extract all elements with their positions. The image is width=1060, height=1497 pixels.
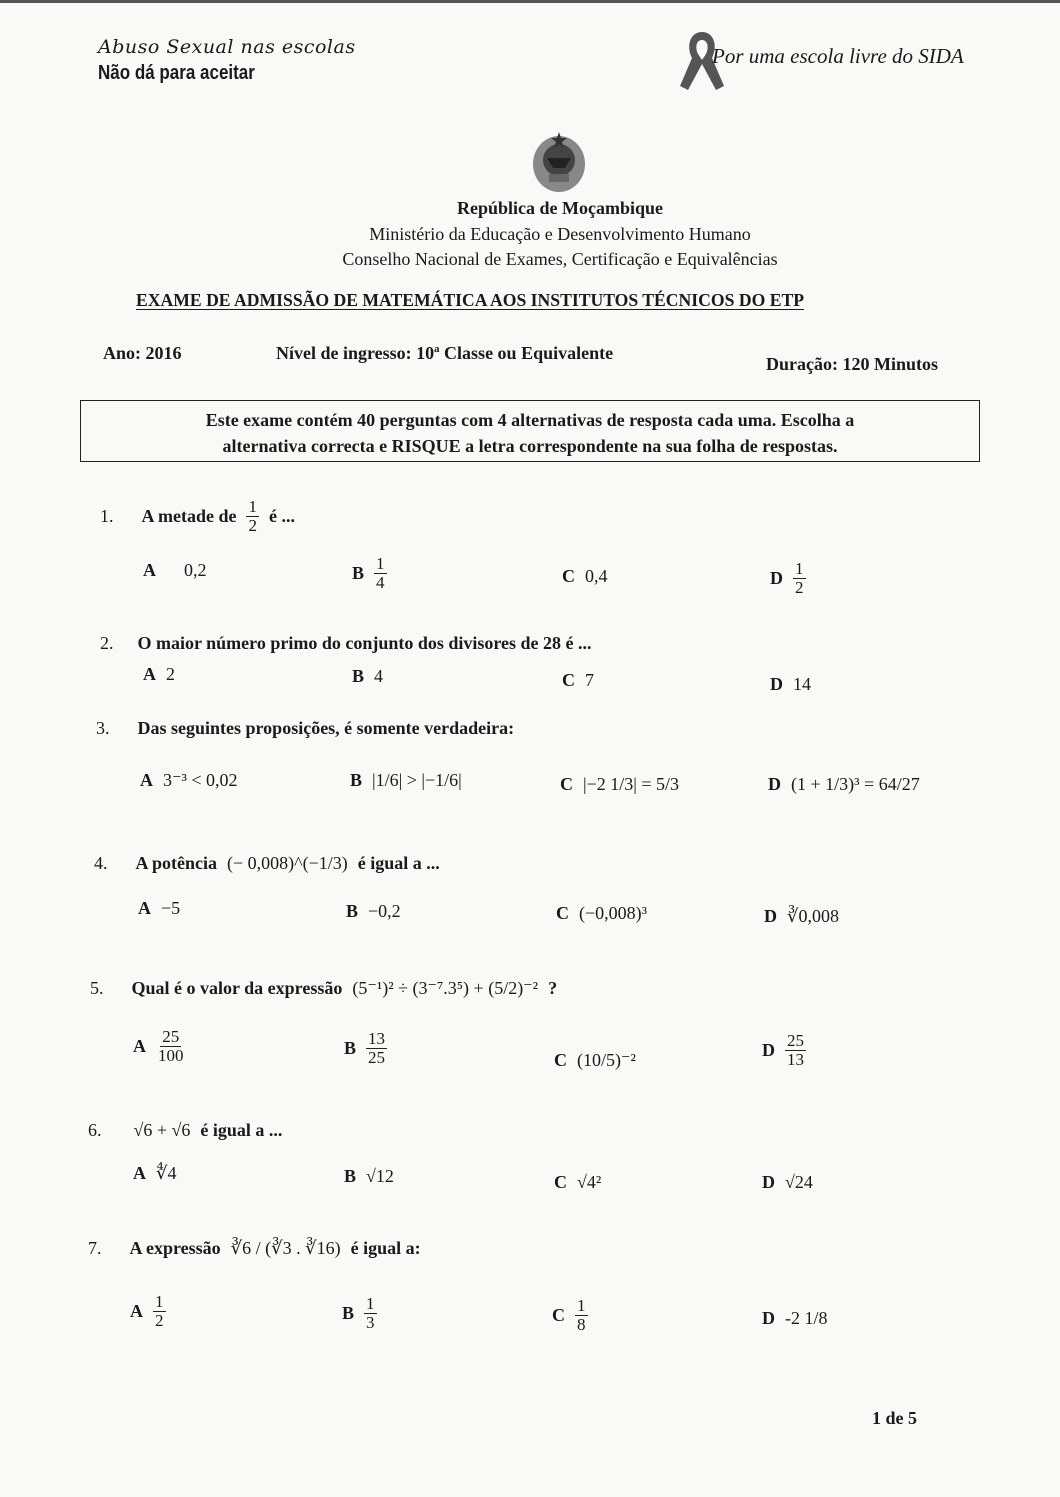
option-letter: C <box>562 566 575 586</box>
question-number: 5. <box>90 978 104 998</box>
option-letter: C <box>552 1304 565 1325</box>
option-fraction: $\frac{1}{8}$ <box>577 1296 586 1334</box>
option-6a[interactable] <box>133 1163 176 1184</box>
option-letter: A <box>138 898 151 918</box>
option-value: 14 <box>793 674 811 694</box>
option-letter: C <box>556 903 569 923</box>
fraction: $\frac{1}{2}$ <box>248 497 257 535</box>
question-expression: √6 + √6 <box>133 1120 191 1140</box>
question-number: 1. <box>100 505 114 526</box>
option-value: 0,4 <box>585 566 608 586</box>
question-number: 6. <box>88 1120 102 1140</box>
question-1 <box>100 498 295 535</box>
question-3 <box>96 718 514 739</box>
option-letter: C <box>554 1050 567 1070</box>
country-name: República de Moçambique <box>456 198 663 218</box>
question-text-end: é igual a ... <box>200 1120 283 1140</box>
option-letter: A <box>140 770 153 790</box>
option-1a[interactable] <box>143 560 207 581</box>
option-letter: B <box>352 666 365 686</box>
option-value: (10/5)⁻² <box>577 1050 636 1070</box>
option-value: (−0,008)³ <box>579 903 648 923</box>
scan-top-edge <box>0 0 1060 3</box>
option-letter: B <box>342 1302 355 1323</box>
option-6d[interactable] <box>762 1172 813 1193</box>
option-5c[interactable] <box>554 1050 636 1071</box>
option-value: 7 <box>585 670 594 690</box>
question-7 <box>88 1238 421 1259</box>
option-1b[interactable] <box>352 555 387 592</box>
option-value: -2 1/8 <box>785 1308 828 1328</box>
option-letter: C <box>562 670 575 690</box>
option-1d[interactable] <box>770 560 806 597</box>
option-letter: B <box>346 901 359 921</box>
page-number: 1 de 5 <box>872 1408 917 1428</box>
entry-level: Nível de ingresso: 10ª Classe ou Equivalente <box>276 343 614 363</box>
option-letter: D <box>762 1039 775 1060</box>
option-letter: D <box>770 567 783 588</box>
question-2 <box>100 633 592 654</box>
question-text: Qual é o valor da expressão <box>131 978 343 998</box>
option-value: ∜4 <box>156 1163 177 1183</box>
question-6 <box>88 1120 282 1141</box>
question-number: 2. <box>100 633 114 653</box>
instructions-line-2: alternativa correcta e RISQUE a letra correspondente na sua folha de respostas. <box>222 436 838 456</box>
option-letter: A <box>143 664 156 684</box>
option-2b[interactable] <box>352 666 383 687</box>
option-value: 4 <box>374 666 384 686</box>
instructions-line-1: Este exame contém 40 perguntas com 4 alternativas de resposta cada uma. Escolha a <box>205 410 855 430</box>
question-text-end: é igual a ... <box>357 853 440 873</box>
option-letter: B <box>350 770 363 790</box>
option-letter: B <box>344 1166 357 1186</box>
option-fraction: $\frac{13}{25}$ <box>368 1029 386 1067</box>
question-number: 4. <box>94 853 108 873</box>
option-2d[interactable] <box>770 674 811 695</box>
exam-title: EXAME DE ADMISSÃO DE MATEMÁTICA AOS INSTITUTOS TÉCNICOS DO ETP <box>136 290 805 310</box>
option-6b[interactable] <box>344 1166 394 1187</box>
option-letter: A <box>130 1300 143 1321</box>
option-value: −5 <box>161 898 181 918</box>
option-4d[interactable] <box>764 906 839 927</box>
option-3c[interactable] <box>560 774 679 795</box>
option-1c[interactable] <box>562 566 608 587</box>
option-7c[interactable] <box>552 1297 588 1334</box>
option-7a[interactable] <box>130 1293 166 1330</box>
question-number: 7. <box>88 1238 102 1258</box>
option-3b[interactable] <box>350 770 462 791</box>
option-4b[interactable] <box>346 901 401 922</box>
instructions-box <box>80 400 980 462</box>
option-value: |−2 1/3| = 5/3 <box>583 774 680 794</box>
option-2c[interactable] <box>562 670 594 691</box>
ministry-name: Ministério da Educação e Desenvolvimento Humano <box>369 224 751 244</box>
question-expression: ∛6 / (∛3 . ∛16) <box>230 1238 341 1258</box>
option-letter: B <box>344 1037 357 1058</box>
option-fraction: $\frac{1}{4}$ <box>376 554 385 592</box>
question-text: O maior número primo do conjunto dos divisores de 28 é ... <box>137 633 592 653</box>
option-letter: D <box>764 906 777 926</box>
option-7d[interactable] <box>762 1308 828 1329</box>
option-6c[interactable] <box>554 1172 601 1193</box>
question-number: 3. <box>96 718 110 738</box>
council-name: Conselho Nacional de Exames, Certificação e Equivalências <box>342 249 778 269</box>
option-letter: D <box>770 674 783 694</box>
option-value: 3⁻³ < 0,02 <box>163 770 238 790</box>
option-value: 0,2 <box>184 560 207 580</box>
option-letter: D <box>762 1308 775 1328</box>
question-text-end: é ... <box>268 505 295 526</box>
option-value: ∛0,008 <box>787 906 839 926</box>
national-emblem-icon <box>527 128 591 198</box>
question-text: A metade de <box>141 505 237 526</box>
question-text-end: é igual a: <box>350 1238 421 1258</box>
exam-year: Ano: 2016 <box>103 343 182 363</box>
option-fraction: $\frac{1}{2}$ <box>155 1292 164 1330</box>
option-2a[interactable] <box>143 664 175 685</box>
campaign-subtitle: Não dá para aceitar <box>98 62 255 84</box>
aids-slogan: Por uma escola livre do SIDA <box>712 44 964 68</box>
option-value: |1/6| > |−1/6| <box>372 770 462 790</box>
option-letter: A <box>143 560 156 580</box>
option-4a[interactable] <box>138 898 180 919</box>
option-3d[interactable] <box>768 774 920 795</box>
question-expression: (5⁻¹)² ÷ (3⁻⁷.3⁵) + (5/2)⁻² <box>352 978 539 998</box>
option-letter: D <box>762 1172 775 1192</box>
option-7b[interactable] <box>342 1295 377 1332</box>
option-fraction: $\frac{25}{13}$ <box>787 1031 804 1069</box>
option-letter: C <box>560 774 573 794</box>
question-4 <box>94 853 440 874</box>
option-letter: B <box>352 562 365 583</box>
option-value: √24 <box>785 1172 813 1192</box>
option-4c[interactable] <box>556 903 647 924</box>
question-5 <box>90 978 557 999</box>
option-letter: A <box>133 1035 146 1056</box>
option-fraction: $\frac{1}{2}$ <box>795 559 804 597</box>
question-text-end: ? <box>548 978 558 998</box>
question-text: Das seguintes proposições, é somente verdadeira: <box>137 718 515 738</box>
option-5a[interactable] <box>133 1028 186 1065</box>
option-letter: D <box>768 774 781 794</box>
question-expression: (− 0,008)^(−1/3) <box>227 853 348 873</box>
option-3a[interactable] <box>140 770 238 791</box>
option-value: 2 <box>166 664 175 684</box>
option-value: (1 + 1/3)³ = 64/27 <box>791 774 920 794</box>
option-fraction: $\frac{1}{3}$ <box>366 1294 375 1332</box>
option-5b[interactable] <box>344 1030 387 1067</box>
question-text: A expressão <box>129 1238 221 1258</box>
option-fraction: $\frac{25}{100}$ <box>158 1027 184 1065</box>
campaign-title: Abuso Sexual nas escolas <box>98 36 356 58</box>
option-value: −0,2 <box>368 901 401 921</box>
option-letter: A <box>133 1163 146 1183</box>
option-5d[interactable] <box>762 1032 806 1069</box>
option-value: √12 <box>366 1166 394 1186</box>
option-value: √4² <box>577 1172 602 1192</box>
question-text: A potência <box>135 853 218 873</box>
option-letter: C <box>554 1172 567 1192</box>
exam-duration: Duração: 120 Minutos <box>766 354 938 374</box>
